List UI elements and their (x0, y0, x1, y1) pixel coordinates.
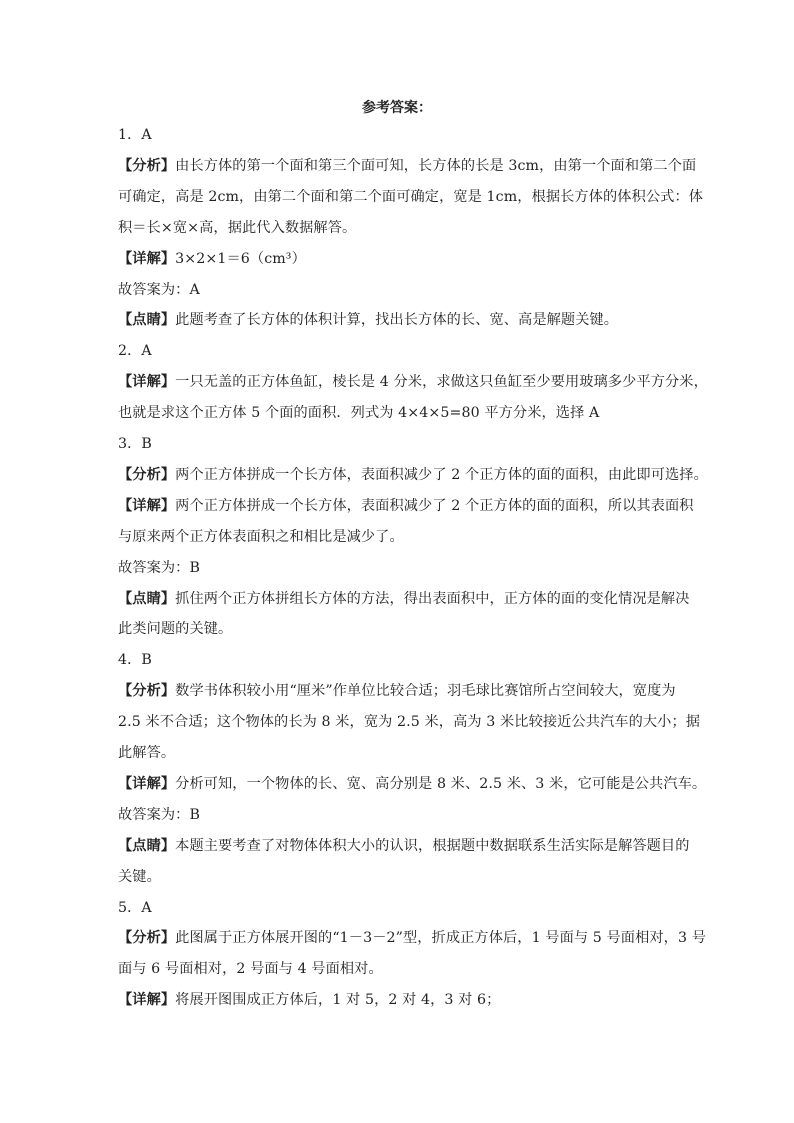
line-text: 此解答。 (118, 745, 176, 761)
line-text: 此题考查了长方体的体积计算，找出长方体的长、宽、高是解题关键。 (175, 312, 619, 329)
line-text: 两个正方体拼成一个长方体，表面积减少了 2 个正方体的面的面积，所以其表面积 (175, 497, 694, 514)
section-tag: 【详解】 (118, 992, 176, 1009)
answer-line (118, 805, 688, 825)
line-text: 分析可知，一个物体的长、宽、高分别是 8 米、2.5 米、3 米，它可能是公共汽车。 (175, 775, 707, 792)
section-tag: 【分析】 (118, 157, 176, 174)
line-text: 故答案为：B (118, 806, 200, 823)
section-tag: 【分析】 (118, 930, 176, 947)
line-text: 数学书体积较小用“厘米”作单位比较合适；羽毛球比赛馆所占空间较大，宽度为 (175, 683, 676, 700)
answer-line (118, 372, 708, 392)
answer-line (118, 928, 706, 948)
line-text: 2.5 米不合适；这个物体的长为 8 米，宽为 2.5 米，高为 3 米比较接近公共汽车的大小；据 (118, 714, 701, 731)
answer-line (118, 187, 704, 207)
answer-line (118, 558, 688, 578)
answer-line (118, 465, 708, 485)
answer-line (118, 527, 688, 547)
answer-line (118, 774, 707, 794)
line-text: 3×2×1＝6（cm³） (175, 250, 306, 267)
question-number: 2．A (118, 343, 152, 360)
question-number: 1．A (118, 127, 152, 143)
line-text: 积＝长×宽×高，据此代入数据解答。 (118, 219, 357, 236)
question-number: 5．A (118, 899, 152, 916)
line-text: 故答案为：B (118, 559, 200, 576)
answer-line (118, 681, 688, 701)
answer-line (118, 619, 688, 639)
line-text: 与原来两个正方体表面积之和相比是减少了。 (118, 528, 404, 545)
question-number: 4．B (118, 652, 152, 669)
section-tag: 【分析】 (118, 466, 176, 483)
line-text: 面与 6 号面相对，2 号面与 4 号面相对。 (118, 961, 383, 978)
section-tag: 【点睛】 (118, 312, 176, 329)
section-tag: 【详解】 (118, 497, 176, 514)
answer-line (118, 990, 688, 1010)
answer-line (118, 249, 688, 269)
section-tag: 【详解】 (118, 250, 176, 267)
answer-line (118, 280, 688, 300)
answer-line (118, 836, 688, 856)
section-tag: 【点睛】 (118, 590, 176, 607)
answer-line (118, 743, 688, 763)
answer-line (118, 496, 694, 516)
answer-line (118, 218, 688, 238)
line-text: 此类问题的关键。 (118, 621, 233, 638)
question-number: 3．B (118, 436, 152, 452)
answer-line (118, 403, 688, 423)
line-text: 两个正方体拼成一个长方体，表面积减少了 2 个正方体的面的面积，由此即可选择。 (175, 466, 708, 483)
section-tag: 【分析】 (118, 683, 176, 700)
answer-line (118, 867, 688, 887)
section-tag: 【点睛】 (118, 837, 176, 854)
line-text: 将展开图围成正方体后，1 对 5，2 对 4，3 对 6； (175, 992, 501, 1009)
line-text: 由长方体的第一个面和第三个面可知，长方体的长是 3cm，由第一个面和第二个面 (175, 157, 697, 174)
answer-line (118, 156, 697, 176)
section-tag: 【详解】 (118, 374, 176, 391)
line-text: 故答案为：A (118, 281, 200, 298)
line-text: 关键。 (118, 868, 161, 885)
line-text: 一只无盖的正方体鱼缸，棱长是 4 分米，求做这只鱼缸至少要用玻璃多少平方分米， (175, 374, 708, 391)
line-text: 也就是求这个正方体 5 个面的面积．列式为 4×4×5=80 平方分米，选择 A (118, 405, 600, 422)
answer-line (118, 589, 688, 609)
line-text: 此图属于正方体展开图的“1－3－2”型，折成正方体后，1 号面与 5 号面相对，3 号 (175, 930, 706, 947)
line-text: 抓住两个正方体拼组长方体的方法，得出表面积中，正方体的面的变化情况是解决 (175, 590, 690, 607)
line-text: 可确定，高是 2cm，由第二个面和第二个面可确定，宽是 1cm，根据长方体的体积公式：体 (118, 188, 704, 205)
line-text: 本题主要考查了对物体体积大小的认识，根据题中数据联系生活实际是解答题目的 (175, 837, 690, 854)
answer-line (118, 959, 688, 979)
answer-line (118, 310, 688, 330)
section-tag: 【详解】 (118, 775, 176, 792)
answer-line (118, 712, 701, 732)
page-title: 参考答案： (362, 100, 432, 116)
